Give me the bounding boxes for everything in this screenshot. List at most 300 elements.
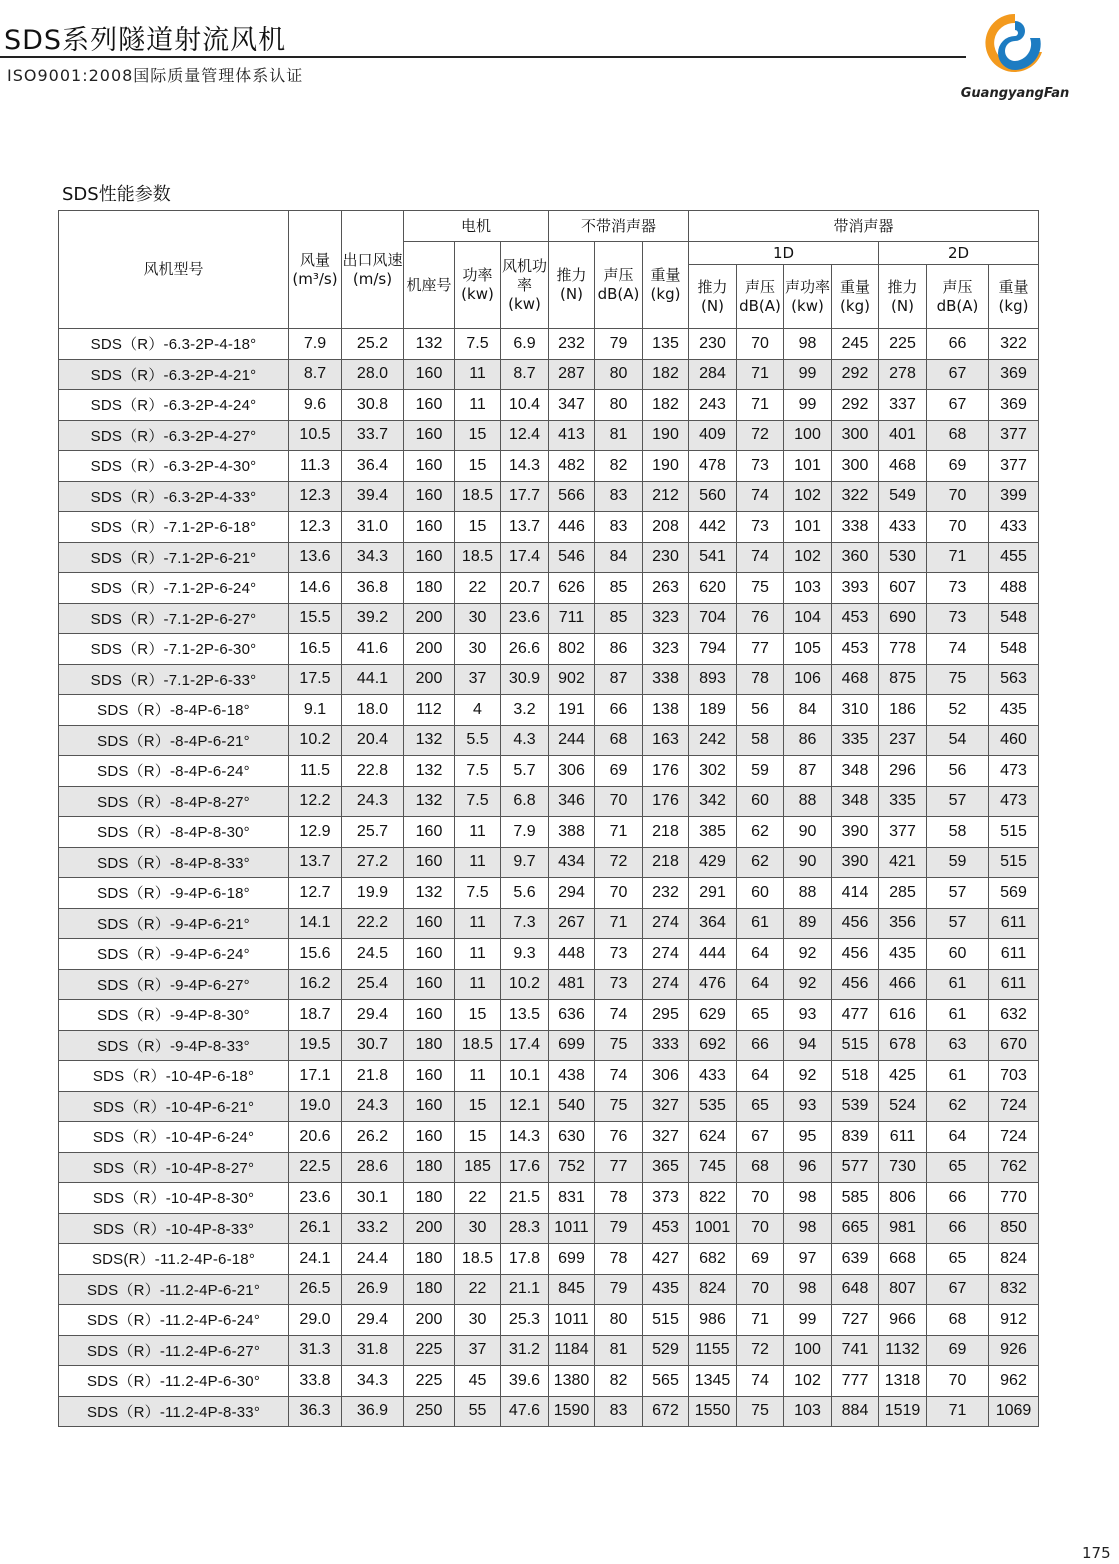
value-cell: 75: [737, 1396, 784, 1427]
value-cell: 74: [737, 1366, 784, 1397]
value-cell: 6.8: [501, 786, 549, 817]
value-cell: 57: [927, 908, 989, 939]
value-cell: 80: [595, 1305, 643, 1336]
value-cell: 390: [832, 817, 879, 848]
model-cell: SDS（R）-10-4P-6-21°: [59, 1091, 289, 1122]
value-cell: 230: [643, 542, 689, 573]
value-cell: 72: [595, 847, 643, 878]
value-cell: 15: [455, 420, 501, 451]
value-cell: 1001: [689, 1213, 737, 1244]
value-cell: 79: [595, 329, 643, 360]
value-cell: 18.5: [455, 1030, 501, 1061]
model-cell: SDS（R）-7.1-2P-6-33°: [59, 664, 289, 695]
model-cell: SDS（R）-11.2-4P-6-30°: [59, 1366, 289, 1397]
table-row: [59, 359, 1039, 390]
value-cell: 68: [927, 420, 989, 451]
model-cell: SDS（R）-8-4P-6-18°: [59, 695, 289, 726]
value-cell: 678: [879, 1030, 927, 1061]
value-cell: 616: [879, 1000, 927, 1031]
value-cell: 24.5: [342, 939, 404, 970]
value-cell: 453: [832, 634, 879, 665]
logo-icon: [980, 8, 1050, 80]
value-cell: 52: [927, 695, 989, 726]
value-cell: 93: [784, 1091, 832, 1122]
value-cell: 549: [879, 481, 927, 512]
value-cell: 560: [689, 481, 737, 512]
value-cell: 11: [455, 969, 501, 1000]
table-row: [59, 1213, 1039, 1244]
value-cell: 21.1: [501, 1274, 549, 1305]
value-cell: 832: [989, 1274, 1039, 1305]
value-cell: 566: [549, 481, 595, 512]
value-cell: 8.7: [501, 359, 549, 390]
page-subtitle: ISO9001:2008国际质量管理体系认证: [7, 66, 304, 85]
value-cell: 529: [643, 1335, 689, 1366]
value-cell: 176: [643, 786, 689, 817]
value-cell: 36.3: [289, 1396, 342, 1427]
value-cell: 11: [455, 817, 501, 848]
value-cell: 28.0: [342, 359, 404, 390]
value-cell: 515: [832, 1030, 879, 1061]
value-cell: 69: [927, 1335, 989, 1366]
value-cell: 58: [927, 817, 989, 848]
value-cell: 778: [879, 634, 927, 665]
value-cell: 160: [404, 390, 455, 421]
value-cell: 770: [989, 1183, 1039, 1214]
value-cell: 90: [784, 817, 832, 848]
value-cell: 180: [404, 573, 455, 604]
value-cell: 310: [832, 695, 879, 726]
value-cell: 682: [689, 1244, 737, 1275]
value-cell: 322: [832, 481, 879, 512]
table-row: [59, 756, 1039, 787]
value-cell: 478: [689, 451, 737, 482]
value-cell: 569: [989, 878, 1039, 909]
value-cell: 106: [784, 664, 832, 695]
value-cell: 585: [832, 1183, 879, 1214]
value-cell: 163: [643, 725, 689, 756]
value-cell: 12.3: [289, 512, 342, 543]
value-cell: 966: [879, 1305, 927, 1336]
value-cell: 29.4: [342, 1305, 404, 1336]
value-cell: 30: [455, 634, 501, 665]
value-cell: 71: [737, 1305, 784, 1336]
value-cell: 92: [784, 939, 832, 970]
value-cell: 893: [689, 664, 737, 695]
value-cell: 4: [455, 695, 501, 726]
value-cell: 17.4: [501, 542, 549, 573]
value-cell: 200: [404, 603, 455, 634]
value-cell: 75: [927, 664, 989, 695]
value-cell: 21.5: [501, 1183, 549, 1214]
value-cell: 160: [404, 542, 455, 573]
header-noise: 声压 dB(A): [595, 242, 643, 329]
value-cell: 724: [989, 1122, 1039, 1153]
value-cell: 24.3: [342, 1091, 404, 1122]
value-cell: 70: [737, 1213, 784, 1244]
table-row: [59, 1274, 1039, 1305]
model-cell: SDS（R）-10-4P-8-30°: [59, 1183, 289, 1214]
value-cell: 28.3: [501, 1213, 549, 1244]
value-cell: 31.8: [342, 1335, 404, 1366]
value-cell: 60: [737, 786, 784, 817]
value-cell: 83: [595, 1396, 643, 1427]
value-cell: 822: [689, 1183, 737, 1214]
value-cell: 41.6: [342, 634, 404, 665]
value-cell: 777: [832, 1366, 879, 1397]
value-cell: 704: [689, 603, 737, 634]
value-cell: 18.5: [455, 542, 501, 573]
value-cell: 186: [879, 695, 927, 726]
value-cell: 67: [927, 1274, 989, 1305]
value-cell: 62: [737, 847, 784, 878]
table-row: [59, 420, 1039, 451]
value-cell: 287: [549, 359, 595, 390]
value-cell: 54: [927, 725, 989, 756]
value-cell: 39.4: [342, 481, 404, 512]
value-cell: 624: [689, 1122, 737, 1153]
value-cell: 73: [595, 969, 643, 1000]
value-cell: 22.2: [342, 908, 404, 939]
value-cell: 10.1: [501, 1061, 549, 1092]
value-cell: 13.5: [501, 1000, 549, 1031]
model-cell: SDS（R）-8-4P-8-33°: [59, 847, 289, 878]
value-cell: 468: [832, 664, 879, 695]
value-cell: 98: [784, 1274, 832, 1305]
value-cell: 59: [927, 847, 989, 878]
value-cell: 77: [737, 634, 784, 665]
page-number: 175: [1082, 1544, 1111, 1562]
table-row: [59, 939, 1039, 970]
value-cell: 101: [784, 451, 832, 482]
value-cell: 26.6: [501, 634, 549, 665]
value-cell: 65: [927, 1244, 989, 1275]
value-cell: 22: [455, 1274, 501, 1305]
value-cell: 668: [879, 1244, 927, 1275]
value-cell: 335: [832, 725, 879, 756]
value-cell: 24.3: [342, 786, 404, 817]
value-cell: 45: [455, 1366, 501, 1397]
value-cell: 278: [879, 359, 927, 390]
model-cell: SDS（R）-10-4P-8-27°: [59, 1152, 289, 1183]
value-cell: 60: [737, 878, 784, 909]
value-cell: 83: [595, 512, 643, 543]
value-cell: 232: [643, 878, 689, 909]
table-header: [59, 211, 1039, 329]
table-row: [59, 878, 1039, 909]
value-cell: 515: [989, 847, 1039, 878]
model-cell: SDS（R）-10-4P-8-33°: [59, 1213, 289, 1244]
value-cell: 540: [549, 1091, 595, 1122]
value-cell: 672: [643, 1396, 689, 1427]
value-cell: 87: [595, 664, 643, 695]
value-cell: 242: [689, 725, 737, 756]
value-cell: 55: [455, 1396, 501, 1427]
value-cell: 70: [927, 512, 989, 543]
value-cell: 70: [595, 786, 643, 817]
value-cell: 160: [404, 1061, 455, 1092]
value-cell: 466: [879, 969, 927, 1000]
value-cell: 132: [404, 786, 455, 817]
value-cell: 225: [404, 1335, 455, 1366]
value-cell: 79: [595, 1213, 643, 1244]
value-cell: 190: [643, 420, 689, 451]
value-cell: 18.7: [289, 1000, 342, 1031]
value-cell: 82: [595, 451, 643, 482]
value-cell: 448: [549, 939, 595, 970]
value-cell: 34.3: [342, 542, 404, 573]
value-cell: 56: [737, 695, 784, 726]
value-cell: 17.8: [501, 1244, 549, 1275]
value-cell: 212: [643, 481, 689, 512]
value-cell: 101: [784, 512, 832, 543]
value-cell: 243: [689, 390, 737, 421]
value-cell: 455: [989, 542, 1039, 573]
value-cell: 7.5: [455, 786, 501, 817]
model-cell: SDS（R）-9-4P-8-30°: [59, 1000, 289, 1031]
value-cell: 71: [595, 908, 643, 939]
value-cell: 95: [784, 1122, 832, 1153]
value-cell: 71: [737, 359, 784, 390]
value-cell: 263: [643, 573, 689, 604]
table-row: [59, 329, 1039, 360]
value-cell: 66: [927, 1213, 989, 1244]
value-cell: 200: [404, 634, 455, 665]
value-cell: 218: [643, 847, 689, 878]
value-cell: 14.1: [289, 908, 342, 939]
value-cell: 530: [879, 542, 927, 573]
value-cell: 20.6: [289, 1122, 342, 1153]
value-cell: 401: [879, 420, 927, 451]
value-cell: 23.6: [289, 1183, 342, 1214]
value-cell: 18.5: [455, 481, 501, 512]
value-cell: 160: [404, 1000, 455, 1031]
header-with-silencer-group: 带消声器: [689, 211, 1039, 242]
value-cell: 71: [595, 817, 643, 848]
value-cell: 56: [927, 756, 989, 787]
model-cell: SDS（R）-7.1-2P-6-24°: [59, 573, 289, 604]
value-cell: 99: [784, 359, 832, 390]
value-cell: 30: [455, 1213, 501, 1244]
value-cell: 30.1: [342, 1183, 404, 1214]
table-row: [59, 695, 1039, 726]
value-cell: 302: [689, 756, 737, 787]
value-cell: 15.5: [289, 603, 342, 634]
header-divider: [0, 56, 966, 58]
value-cell: 70: [737, 1183, 784, 1214]
model-cell: SDS（R）-10-4P-6-18°: [59, 1061, 289, 1092]
value-cell: 70: [927, 1366, 989, 1397]
model-cell: SDS（R）-8-4P-8-30°: [59, 817, 289, 848]
value-cell: 10.5: [289, 420, 342, 451]
value-cell: 347: [549, 390, 595, 421]
value-cell: 473: [989, 756, 1039, 787]
table-row: [59, 725, 1039, 756]
value-cell: 80: [595, 390, 643, 421]
value-cell: 630: [549, 1122, 595, 1153]
value-cell: 476: [689, 969, 737, 1000]
table-row: [59, 847, 1039, 878]
value-cell: 94: [784, 1030, 832, 1061]
value-cell: 135: [643, 329, 689, 360]
value-cell: 28.6: [342, 1152, 404, 1183]
header-1d-group: 1D: [689, 242, 879, 265]
value-cell: 74: [595, 1000, 643, 1031]
value-cell: 16.2: [289, 969, 342, 1000]
table-row: [59, 451, 1039, 482]
value-cell: 577: [832, 1152, 879, 1183]
value-cell: 22: [455, 1183, 501, 1214]
value-cell: 13.7: [501, 512, 549, 543]
value-cell: 160: [404, 908, 455, 939]
value-cell: 444: [689, 939, 737, 970]
value-cell: 185: [455, 1152, 501, 1183]
value-cell: 18.0: [342, 695, 404, 726]
value-cell: 29.4: [342, 1000, 404, 1031]
value-cell: 434: [549, 847, 595, 878]
table-row: [59, 1122, 1039, 1153]
value-cell: 99: [784, 1305, 832, 1336]
value-cell: 337: [879, 390, 927, 421]
value-cell: 11: [455, 939, 501, 970]
value-cell: 79: [595, 1274, 643, 1305]
value-cell: 189: [689, 695, 737, 726]
value-cell: 745: [689, 1152, 737, 1183]
model-cell: SDS（R）-8-4P-6-21°: [59, 725, 289, 756]
value-cell: 97: [784, 1244, 832, 1275]
header-frame: 机座号: [404, 242, 455, 329]
value-cell: 182: [643, 359, 689, 390]
table-row: [59, 1091, 1039, 1122]
value-cell: 393: [832, 573, 879, 604]
value-cell: 200: [404, 664, 455, 695]
value-cell: 70: [737, 1274, 784, 1305]
table-row: [59, 634, 1039, 665]
value-cell: 442: [689, 512, 737, 543]
value-cell: 71: [927, 542, 989, 573]
value-cell: 323: [643, 634, 689, 665]
model-cell: SDS（R）-11.2-4P-6-24°: [59, 1305, 289, 1336]
header-2d-group: 2D: [879, 242, 1039, 265]
value-cell: 15: [455, 451, 501, 482]
value-cell: 456: [832, 969, 879, 1000]
value-cell: 413: [549, 420, 595, 451]
value-cell: 44.1: [342, 664, 404, 695]
value-cell: 17.1: [289, 1061, 342, 1092]
value-cell: 62: [737, 817, 784, 848]
value-cell: 218: [643, 817, 689, 848]
value-cell: 10.2: [289, 725, 342, 756]
value-cell: 348: [832, 786, 879, 817]
value-cell: 100: [784, 1335, 832, 1366]
value-cell: 12.7: [289, 878, 342, 909]
value-cell: 26.1: [289, 1213, 342, 1244]
value-cell: 563: [989, 664, 1039, 695]
value-cell: 348: [832, 756, 879, 787]
value-cell: 565: [643, 1366, 689, 1397]
value-cell: 99: [784, 390, 832, 421]
value-cell: 160: [404, 969, 455, 1000]
value-cell: 884: [832, 1396, 879, 1427]
value-cell: 665: [832, 1213, 879, 1244]
value-cell: 741: [832, 1335, 879, 1366]
value-cell: 7.5: [455, 329, 501, 360]
value-cell: 388: [549, 817, 595, 848]
value-cell: 31.3: [289, 1335, 342, 1366]
model-cell: SDS（R）-7.1-2P-6-18°: [59, 512, 289, 543]
value-cell: 356: [879, 908, 927, 939]
model-cell: SDS（R）-6.3-2P-4-21°: [59, 359, 289, 390]
value-cell: 23.6: [501, 603, 549, 634]
header-1d-sound-power: 声功率 (kw): [784, 265, 832, 329]
value-cell: 14.3: [501, 451, 549, 482]
value-cell: 30.8: [342, 390, 404, 421]
value-cell: 225: [879, 329, 927, 360]
value-cell: 369: [989, 390, 1039, 421]
value-cell: 61: [927, 969, 989, 1000]
value-cell: 1069: [989, 1396, 1039, 1427]
value-cell: 5.7: [501, 756, 549, 787]
value-cell: 831: [549, 1183, 595, 1214]
value-cell: 64: [737, 969, 784, 1000]
value-cell: 4.3: [501, 725, 549, 756]
value-cell: 274: [643, 908, 689, 939]
value-cell: 132: [404, 725, 455, 756]
value-cell: 453: [832, 603, 879, 634]
value-cell: 327: [643, 1091, 689, 1122]
table-row: [59, 603, 1039, 634]
value-cell: 306: [549, 756, 595, 787]
value-cell: 409: [689, 420, 737, 451]
model-cell: SDS（R）-11.2-4P-8-33°: [59, 1396, 289, 1427]
value-cell: 902: [549, 664, 595, 695]
value-cell: 87: [784, 756, 832, 787]
value-cell: 71: [927, 1396, 989, 1427]
value-cell: 377: [989, 451, 1039, 482]
value-cell: 15: [455, 1091, 501, 1122]
model-cell: SDS（R）-6.3-2P-4-27°: [59, 420, 289, 451]
value-cell: 7.9: [501, 817, 549, 848]
value-cell: 57: [927, 786, 989, 817]
value-cell: 29.0: [289, 1305, 342, 1336]
value-cell: 160: [404, 1122, 455, 1153]
value-cell: 11: [455, 359, 501, 390]
value-cell: 74: [595, 1061, 643, 1092]
value-cell: 92: [784, 969, 832, 1000]
value-cell: 61: [927, 1061, 989, 1092]
value-cell: 80: [595, 359, 643, 390]
value-cell: 1011: [549, 1305, 595, 1336]
value-cell: 1519: [879, 1396, 927, 1427]
value-cell: 63: [927, 1030, 989, 1061]
value-cell: 12.3: [289, 481, 342, 512]
value-cell: 427: [643, 1244, 689, 1275]
value-cell: 632: [989, 1000, 1039, 1031]
value-cell: 839: [832, 1122, 879, 1153]
header-thrust: 推力 (N): [549, 242, 595, 329]
value-cell: 250: [404, 1396, 455, 1427]
table-row: [59, 481, 1039, 512]
value-cell: 477: [832, 1000, 879, 1031]
value-cell: 27.2: [342, 847, 404, 878]
value-cell: 11: [455, 908, 501, 939]
company-logo: [950, 8, 1080, 104]
value-cell: 86: [595, 634, 643, 665]
section-title: SDS性能参数: [62, 184, 171, 205]
value-cell: 12.1: [501, 1091, 549, 1122]
value-cell: 191: [549, 695, 595, 726]
value-cell: 98: [784, 1183, 832, 1214]
